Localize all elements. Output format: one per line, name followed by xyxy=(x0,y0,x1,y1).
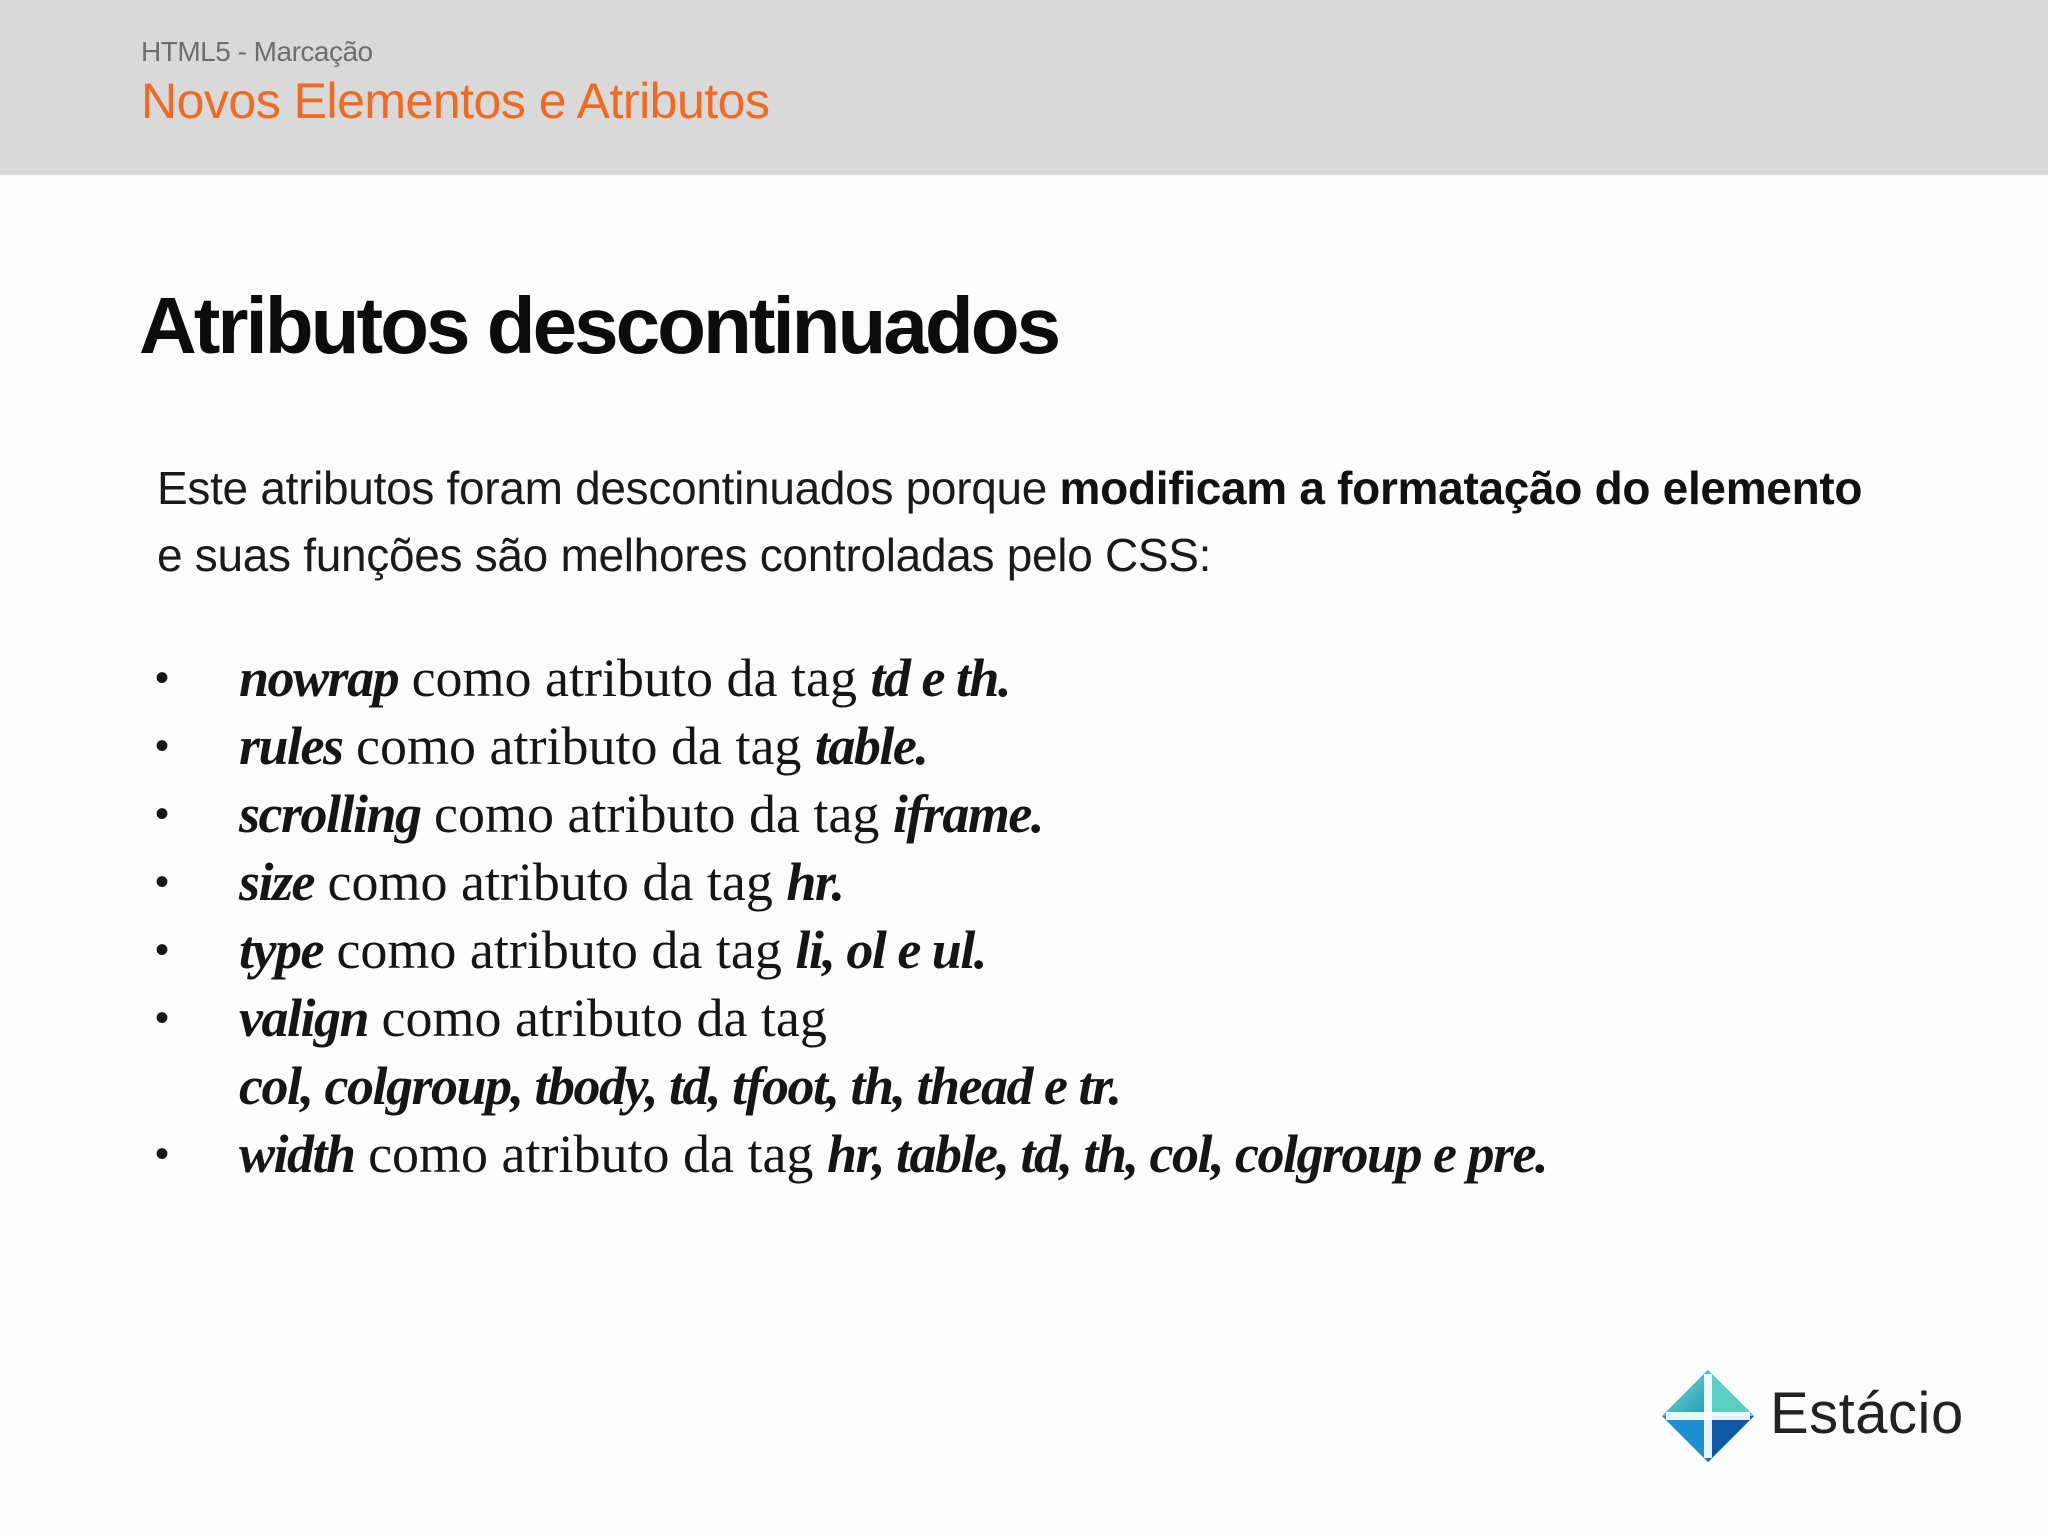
attribute-name: scrolling xyxy=(239,784,421,844)
list-item xyxy=(155,644,1547,712)
deprecated-attributes-list xyxy=(155,644,1547,1188)
list-item xyxy=(155,848,1547,916)
tag-names: li, ol e ul. xyxy=(795,920,986,980)
bullet: • xyxy=(155,656,170,700)
item-text: como atributo da tag xyxy=(354,1124,827,1184)
tag-names: td e th. xyxy=(870,648,1010,708)
bullet: • xyxy=(155,928,170,972)
intro-paragraph xyxy=(157,455,1877,589)
bullet: • xyxy=(155,792,170,836)
attribute-name: type xyxy=(239,920,323,980)
attribute-name: size xyxy=(239,852,314,912)
item-text: como atributo da tag xyxy=(368,988,827,1048)
header-band xyxy=(0,0,2048,175)
tag-names: iframe. xyxy=(892,784,1043,844)
intro-text-bold: modificam a formatação do elemento xyxy=(1059,462,1863,514)
tag-names: col, colgroup, tbody, td, tfoot, th, thead e tr. xyxy=(239,1056,1121,1116)
list-item xyxy=(155,916,1547,984)
estacio-logo xyxy=(1660,1368,2000,1464)
item-text: como atributo da tag xyxy=(420,784,893,844)
item-text: como atributo da tag xyxy=(322,920,796,980)
list-item xyxy=(155,1120,1547,1188)
estacio-diamond-logo-icon xyxy=(1660,1368,1756,1464)
page-title: Atributos descontinuados xyxy=(139,281,1059,370)
breadcrumb: HTML5 - Marcação xyxy=(141,36,373,67)
attribute-name: width xyxy=(239,1124,355,1184)
list-item xyxy=(155,712,1547,780)
item-text: como atributo da tag xyxy=(342,716,815,776)
bullet: • xyxy=(155,1132,170,1176)
item-text: como atributo da tag xyxy=(314,852,787,912)
tag-names: table. xyxy=(814,716,928,776)
intro-text-end: e suas funções são melhores controladas pelo CSS: xyxy=(157,529,1212,581)
attribute-name: valign xyxy=(239,988,369,1048)
attribute-name: rules xyxy=(239,716,343,776)
section-title: Novos Elementos e Atributos xyxy=(141,73,770,129)
attribute-name: nowrap xyxy=(239,648,399,708)
bullet: • xyxy=(155,724,170,768)
bullet: • xyxy=(155,860,170,904)
list-item xyxy=(155,780,1547,848)
list-item xyxy=(155,984,1547,1120)
intro-text-start: Este atributos foram descontinuados porque xyxy=(157,462,1060,514)
logo-wordmark: Estácio xyxy=(1770,1381,1964,1446)
bullet: • xyxy=(155,996,170,1040)
item-text: como atributo da tag xyxy=(398,648,871,708)
tag-names: hr, table, td, th, col, colgroup e pre. xyxy=(826,1124,1547,1184)
tag-names: hr. xyxy=(786,852,844,912)
